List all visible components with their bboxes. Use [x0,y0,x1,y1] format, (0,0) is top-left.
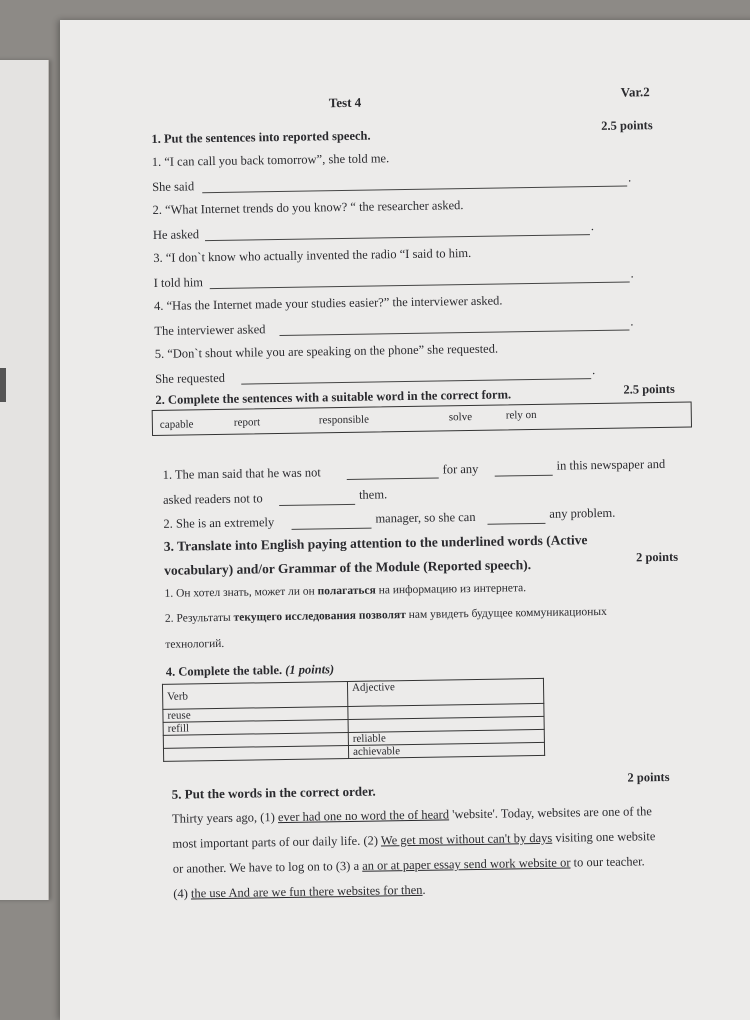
table-cell-adjective: reliable [348,729,544,745]
s2-blank3[interactable] [279,504,355,506]
s5-l2-text-end: visiting one website [552,829,656,845]
s5-l2-text: most important parts of our daily life. (2) [172,833,381,851]
s1-item1-lead: She said [152,179,195,194]
s3-sentence1 [164,582,526,600]
s1-item4-end: . [630,314,634,329]
table-cell-adjective: achievable [348,742,544,758]
s1-item5-answer-line[interactable] [241,378,591,384]
s2-blank4[interactable] [292,528,372,530]
s5-l4-text: (4) [173,886,192,901]
section2-points: 2.5 points [623,381,675,397]
word-bank-item: rely on [505,408,537,422]
s5-line4 [173,883,426,902]
s5-l3-text-end: to our teacher. [570,854,645,870]
test-title: Test 4 [328,94,362,111]
s2-sentence1-part2: for any [442,461,479,477]
table-cell-verb: reuse [163,706,348,722]
complete-table [162,678,545,762]
section1-heading: 1. Put the sentences into reported speech. [151,128,371,146]
section5-points: 2 points [627,769,670,785]
s5-line3 [173,854,645,876]
s3-s1-text-end: на информацию из интернета. [375,582,527,597]
section4-heading [166,662,335,680]
section3-points: 2 points [635,549,679,565]
table-header-verb: Verb [162,681,347,709]
sheet-content [150,40,750,1010]
s1-item5-quote: 5. “Don`t shout while you are speaking on the phone” she requested. [154,341,499,361]
s1-item2-quote: 2. “What Internet trends do you know? “ the researcher asked. [152,198,464,217]
s1-item4-lead: The interviewer asked [154,322,266,338]
s3-s1-keyword: полагаться [317,584,376,598]
s5-scrambled-4: the use And are we fun there websites for then [190,882,423,901]
s2-sentence1-part4: asked readers not to [162,491,263,507]
s1-item3-end: . [630,266,634,281]
section5-heading: 5. Put the words in the correct order. [171,783,376,802]
s1-item4-answer-line[interactable] [279,330,629,336]
s1-item3-lead: I told him [153,275,204,290]
test-sheet [60,20,750,1020]
section4-points: (1 points) [285,662,335,677]
section2-heading: 2. Complete the sentences with a suitable word in the correct form. [155,387,512,407]
section1-points: 2.5 points [601,118,653,133]
section3-heading-line2: vocabulary) and/or Grammar of the Module (Reported speech). [164,557,532,578]
s2-sentence1-part3: in this newspaper and [556,456,666,473]
s5-l3-text: or another. We have to log on to (3) a [172,858,363,876]
s1-item3-quote: 3. “I don`t know who actually invented the radio “I said to him. [153,245,472,265]
s3-sentence2 [165,606,607,625]
table-cell-verb[interactable] [163,745,348,761]
word-bank-item: responsible [318,413,370,427]
s1-item3-answer-line[interactable] [210,281,630,289]
s1-item4-quote: 4. “Has the Internet made your studies easier?” the interviewer asked. [153,293,503,313]
s1-item5-lead: She requested [155,370,226,386]
word-bank-item: report [233,416,261,429]
s1-item2-answer-line[interactable] [205,234,590,241]
word-bank-item: solve [448,410,473,424]
s2-sentence1-part1: 1. The man said that he was not [162,465,321,482]
section3-heading-line1: 3. Translate into English paying attention to the underlined words (Active [163,532,588,554]
s3-s2-text: 2. Результаты [164,611,234,625]
s2-sentence2-part1: 2. She is an extremely [163,515,275,531]
s1-item2-end: . [590,219,595,234]
s2-blank1[interactable] [347,478,439,480]
s1-item5-end: . [591,363,596,378]
s3-s2-keyword: текущего исследования позволят [233,609,406,624]
s3-s1-text: 1. Он хотел знать, может ли он [164,585,318,600]
s1-item2-lead: He asked [152,227,200,242]
s2-sentence2-part3: any problem. [549,505,616,521]
variant-label: Var.2 [620,84,650,100]
s5-scrambled-3: an or at paper essay send work website or [362,855,571,873]
s5-line2 [172,829,655,852]
table-header-adjective: Adjective [347,678,543,706]
word-bank-item: capable [159,418,194,431]
s1-item1-answer-line[interactable] [202,186,627,194]
s5-l4-text-end: . [422,882,426,897]
s5-scrambled-2: We get most without can't by days [380,830,553,848]
s5-line1 [172,804,652,827]
s2-blank5[interactable] [487,523,545,525]
s2-blank2[interactable] [495,475,553,477]
section4-heading-text: 4. Complete the table. [165,663,283,679]
s2-sentence2-part2: manager, so she can [375,509,476,526]
adjacent-sheet [0,60,49,900]
s5-l1-text: Thirty years ago, (1) [171,810,279,826]
s2-sentence1-part5: them. [358,487,388,502]
sheet-mark [0,368,6,402]
table-cell-verb: refill [163,719,348,735]
s5-l1-text-end: 'website'. Today, websites are one of the [448,804,653,822]
s3-s2-text-end: нам увидеть будущее коммуникационых [405,605,607,622]
s3-sentence2-cont: технологий. [165,637,225,651]
s1-item1-end: . [627,170,632,185]
s1-item1-quote: 1. “I can call you back tomorrow”, she told me. [151,151,390,169]
s5-scrambled-1: ever had one no word the of heard [277,807,450,825]
